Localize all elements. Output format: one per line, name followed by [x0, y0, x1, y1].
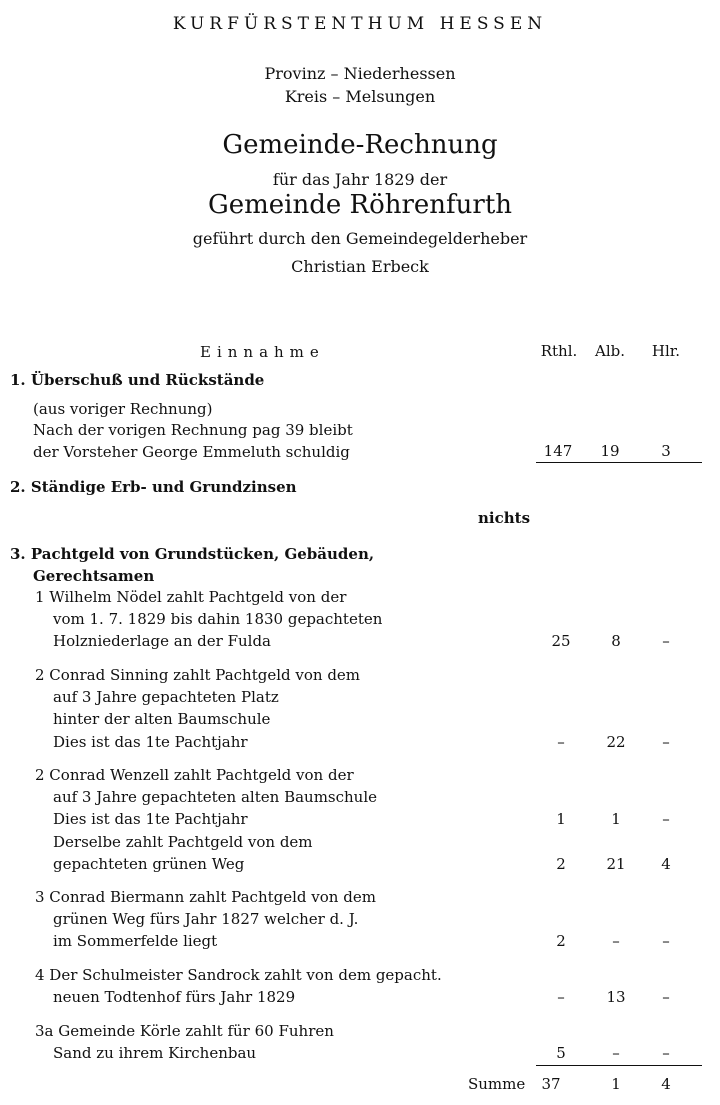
year-line: für das Jahr 1829 der — [272, 170, 448, 189]
value-rthl: 1 — [556, 810, 566, 828]
value-alb: – — [612, 932, 620, 950]
item-2-line: 2 Conrad Sinning zahlt Pachtgeld von dem — [35, 666, 361, 684]
value-alb: 22 — [606, 733, 626, 751]
person-name: Christian Erbeck — [291, 257, 429, 276]
value-rthl: 5 — [556, 1044, 566, 1062]
column-hlr: Hlr. — [651, 342, 681, 360]
section-3-heading-cont: Gerechtsamen — [33, 567, 155, 585]
managed-by-line: geführt durch den Gemeindegelderheber — [192, 229, 528, 248]
item-4-line: 3 Conrad Biermann zahlt Pachtgeld von dem — [35, 888, 376, 906]
value-hlr: 4 — [661, 855, 671, 873]
section-3-heading: 3. Pachtgeld von Grundstücken, Gebäuden, — [10, 545, 375, 563]
section-2-heading: 2. Ständige Erb- und Grundzinsen — [10, 478, 297, 496]
section-1-line: (aus voriger Rechnung) — [33, 400, 213, 418]
item-3-line: Dies ist das 1te Pachtjahr — [53, 810, 248, 828]
item-3-line: gepachteten grünen Weg — [53, 855, 245, 873]
section-1-heading: 1. Überschuß und Rückstände — [10, 371, 265, 389]
value-alb: – — [612, 1044, 620, 1062]
item-1-line: Holzniederlage an der Fulda — [53, 632, 271, 650]
state-heading: KURFÜRSTENTHUM HESSEN — [172, 14, 548, 34]
item-3-line: 2 Conrad Wenzell zahlt Pachtgeld von der — [35, 766, 354, 784]
summe-label: Summe — [468, 1075, 526, 1093]
item-4-line: im Sommerfelde liegt — [53, 932, 218, 950]
value-rthl: – — [557, 988, 565, 1006]
column-rthl: Rthl. — [540, 342, 578, 360]
kreis-line: Kreis – Melsungen — [284, 87, 436, 106]
document-title: Gemeinde-Rechnung — [222, 130, 498, 160]
value-alb: 19 — [600, 442, 620, 460]
item-2-line: hinter der alten Baumschule — [53, 710, 271, 728]
column-alb: Alb. — [595, 342, 625, 360]
section-2-note: nichts — [478, 509, 531, 527]
item-6-line: Sand zu ihrem Kirchenbau — [53, 1044, 257, 1062]
value-hlr: – — [662, 932, 670, 950]
einnahme-heading: Einnahme — [200, 343, 325, 361]
item-4-line: grünen Weg fürs Jahr 1827 welcher d. J. — [53, 910, 359, 928]
value-alb: 1 — [611, 810, 621, 828]
value-rthl: 2 — [556, 932, 566, 950]
item-2-line: auf 3 Jahre gepachteten Platz — [53, 688, 279, 706]
item-5-line: 4 Der Schulmeister Sandrock zahlt von dem gepacht. — [35, 966, 442, 984]
section-1-line: der Vorsteher George Emmeluth schuldig — [33, 443, 350, 461]
value-rthl: 147 — [543, 442, 573, 460]
value-hlr: 3 — [661, 442, 671, 460]
total-rule — [536, 1065, 702, 1066]
subtotal-rule — [536, 462, 702, 463]
item-3-line: auf 3 Jahre gepachteten alten Baumschule — [53, 788, 378, 806]
item-1-line: vom 1. 7. 1829 bis dahin 1830 gepachteten — [53, 610, 383, 628]
item-5-line: neuen Todtenhof fürs Jahr 1829 — [53, 988, 296, 1006]
value-alb: 13 — [606, 988, 626, 1006]
provinz-line: Provinz – Niederhessen — [264, 64, 456, 83]
value-hlr: – — [662, 1044, 670, 1062]
summe-hlr: 4 — [661, 1075, 671, 1093]
value-hlr: – — [662, 632, 670, 650]
value-hlr: – — [662, 733, 670, 751]
value-alb: 8 — [611, 632, 621, 650]
value-hlr: – — [662, 810, 670, 828]
summe-alb: 1 — [611, 1075, 621, 1093]
item-2-line: Dies ist das 1te Pachtjahr — [53, 733, 248, 751]
value-rthl: – — [557, 733, 565, 751]
value-alb: 21 — [606, 855, 626, 873]
summe-rthl: 37 — [541, 1075, 561, 1093]
item-1-line: 1 Wilhelm Nödel zahlt Pachtgeld von der — [35, 588, 347, 606]
item-6-line: 3a Gemeinde Körle zahlt für 60 Fuhren — [35, 1022, 334, 1040]
item-3-line: Derselbe zahlt Pachtgeld von dem — [53, 833, 313, 851]
value-rthl: 25 — [551, 632, 571, 650]
gemeinde-name: Gemeinde Röhrenfurth — [207, 190, 513, 220]
value-rthl: 2 — [556, 855, 566, 873]
section-1-line: Nach der vorigen Rechnung pag 39 bleibt — [33, 421, 353, 439]
value-hlr: – — [662, 988, 670, 1006]
